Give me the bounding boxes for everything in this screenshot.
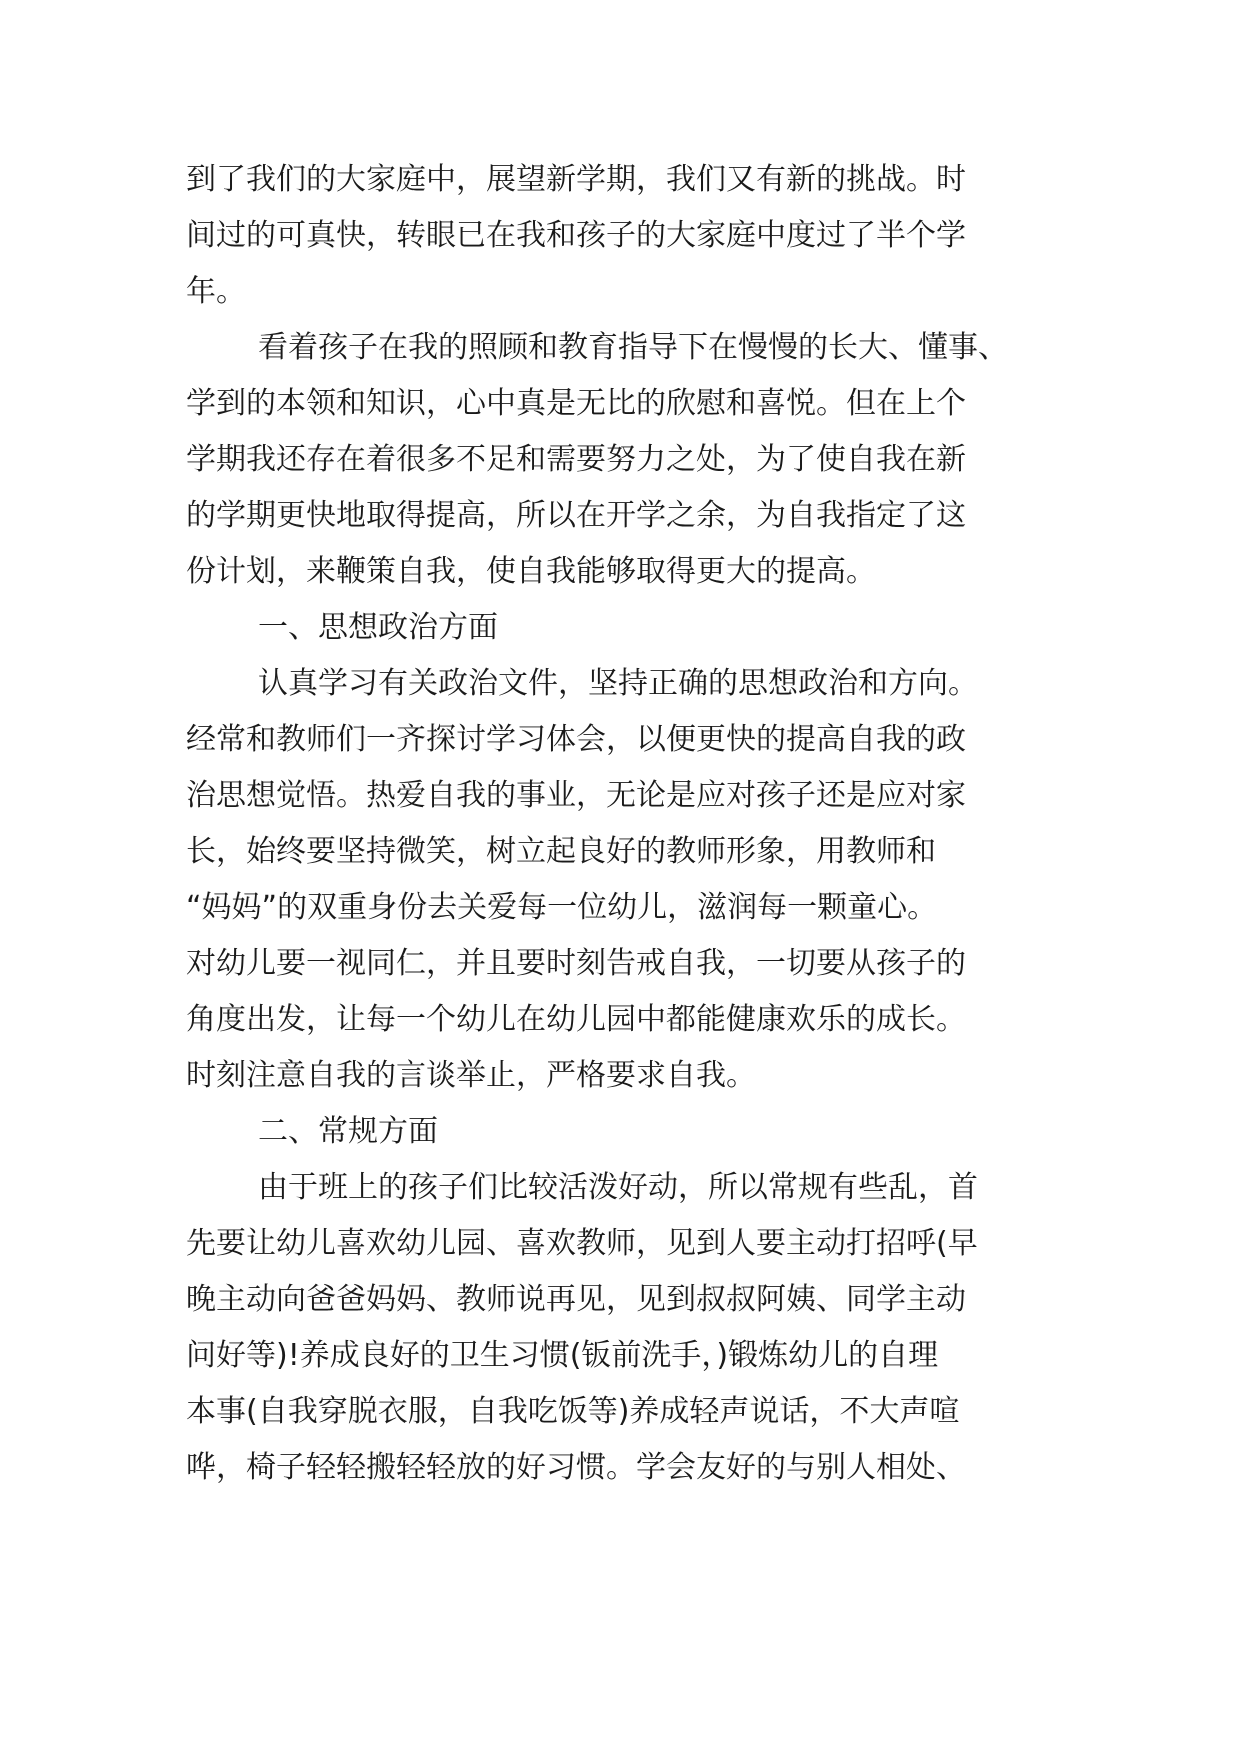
body-text-line: 的学期更快地取得提高，所以在开学之余，为自我指定了这 — [186, 498, 966, 533]
body-text-line: 学到的本领和知识，心中真是无比的欣慰和喜悦。但在上个 — [186, 386, 966, 421]
body-text-line: 时刻注意自我的言谈举止，严格要求自我。 — [186, 1058, 756, 1093]
body-text-line: 年。 — [186, 274, 246, 309]
body-text-line: 本事(自我穿脱衣服，自我吃饭等)养成轻声说话，不大声喧 — [186, 1394, 960, 1429]
body-text-line: “妈妈”的双重身份去关爱每一位幼儿，滋润每一颗童心。 — [186, 890, 938, 925]
body-text-line: 认真学习有关政治文件，坚持正确的思想政治和方向。 — [258, 666, 978, 701]
body-text-line: 角度出发，让每一个幼儿在幼儿园中都能健康欢乐的成长。 — [186, 1002, 966, 1037]
body-text-line: 到了我们的大家庭中，展望新学期，我们又有新的挑战。时 — [186, 162, 966, 197]
body-text-line: 长，始终要坚持微笑，树立起良好的教师形象，用教师和 — [186, 834, 936, 869]
body-text-line: 份计划，来鞭策自我，使自我能够取得更大的提高。 — [186, 554, 876, 589]
body-text-line: 对幼儿要一视同仁，并且要时刻告戒自我，一切要从孩子的 — [186, 946, 966, 981]
body-text-line: 哗，椅子轻轻搬轻轻放的好习惯。学会友好的与别人相处、 — [186, 1450, 966, 1485]
body-text-line: 经常和教师们一齐探讨学习体会，以便更快的提高自我的政 — [186, 722, 966, 757]
body-text-line: 问好等)!养成良好的卫生习惯(钣前洗手，)锻炼幼儿的自理 — [186, 1338, 939, 1373]
body-text-line: 看着孩子在我的照顾和教育指导下在慢慢的长大、懂事、 — [258, 330, 1008, 365]
body-text-line: 治思想觉悟。热爱自我的事业，无论是应对孩子还是应对家 — [186, 778, 966, 813]
body-text-line: 先要让幼儿喜欢幼儿园、喜欢教师，见到人要主动打招呼(早 — [186, 1226, 978, 1261]
body-text-line: 间过的可真快，转眼已在我和孩子的大家庭中度过了半个学 — [186, 218, 966, 253]
body-text-line: 晚主动向爸爸妈妈、教师说再见，见到叔叔阿姨、同学主动 — [186, 1282, 966, 1317]
section-heading: 二、常规方面 — [258, 1114, 438, 1149]
body-text-line: 学期我还存在着很多不足和需要努力之处，为了使自我在新 — [186, 442, 966, 477]
body-text-line: 由于班上的孩子们比较活泼好动，所以常规有些乱，首 — [258, 1170, 978, 1205]
section-heading: 一、思想政治方面 — [258, 610, 498, 645]
